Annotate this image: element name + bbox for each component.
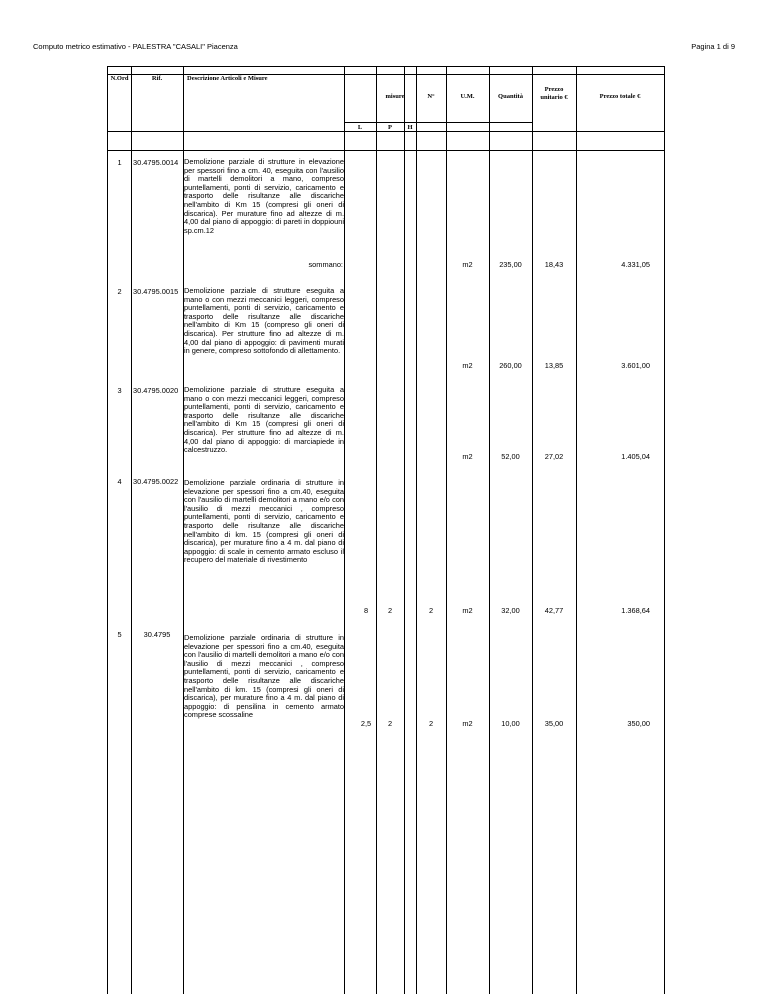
row-prezzo-unitario: 35,00 [544,719,564,728]
row-rif: 30.4795.0015 [133,287,179,296]
row-quantita: 52,00 [501,452,520,461]
header-misure: misure [385,93,405,100]
col-border [532,66,533,994]
row-N: 2 [428,606,434,615]
col-border [446,66,447,994]
row-quantita: 235,00 [499,260,522,269]
row-number: 1 [117,158,122,167]
row-prezzo-totale: 350,00 [627,719,650,728]
header-descrizione: Descrizione Articoli e Misure [187,75,268,82]
col-border [489,66,490,994]
row-L: 8 [363,606,369,615]
row-um: m2 [462,260,473,269]
row-N: 2 [428,719,434,728]
col-border [344,66,345,994]
row-label: sommano: [308,260,343,269]
row-prezzo-totale: 1.405,04 [621,452,650,461]
row-um: m2 [462,606,473,615]
row-prezzo-unitario: 27,02 [544,452,564,461]
row-rif: 30.4795.0022 [133,477,179,486]
header-numero: N° [427,93,435,100]
col-border [416,66,417,994]
row-rif: 30.4795.0014 [133,158,179,167]
header-quantita: Quantità [498,93,523,100]
row-number: 2 [117,287,122,296]
page-number: Pagina 1 di 9 [691,42,735,51]
row-L: 2,5 [360,719,372,728]
header-prezzo-unitario: Prezzo unitario € [540,86,568,101]
header-prezzo-totale: Prezzo totale € [599,93,641,100]
row-P: 2 [387,719,393,728]
table-top-border [107,66,665,67]
col-border [576,66,577,994]
row-description: Demolizione parziale di strutture in elevazione per spessori fino a cm. 40, eseguita con l'ausilio di martelli demolitori a mano, compreso puntellamenti, ponti di servizio, caricamento e trasporto delle risultanze alle discariche nell'ambito di Km 15 (compresi gli oneri di discarica). Per murature fino ad altezze di m. 4,00 dal piano di appoggio: di pareti in doppiouni sp.cm.12 [184,157,344,235]
row-number: 5 [117,630,122,639]
row-um: m2 [462,452,473,461]
row-P: 2 [387,606,393,615]
col-border [664,66,665,994]
row-number: 3 [117,386,122,395]
table-header-line [107,150,665,151]
col-border [107,66,108,994]
header-n-ord: N.Ord [110,75,129,82]
row-um: m2 [462,719,473,728]
col-border [131,66,132,994]
row-rif: 30.4795.0020 [133,386,179,395]
header-H: H [407,124,413,131]
row-prezzo-unitario: 18,43 [544,260,564,269]
row-quantita: 32,00 [501,606,520,615]
row-quantita: 260,00 [499,361,522,370]
row-description: Demolizione parziale di strutture eseguita a mano o con mezzi meccanici leggeri, compreso puntellamenti, ponti di servizio, caricamento e trasporto delle risultanze alle discariche nell'ambito di Km 15 (compreso gli oneri di discarica). Per strutture fino ad altezze di m. 4,00 dal piano di appoggio: di pavimenti murati in genere, compreso sottofondo di allettamento. [184,286,344,356]
header-rif: Rif. [151,75,163,82]
row-quantita: 10,00 [501,719,520,728]
row-description: Demolizione parziale di strutture eseguita a mano o con mezzi meccanici leggeri, compreso puntellamenti, ponti di servizio, caricamento e trasporto delle risultanze alle discariche nell'ambito di Km 15 (compresi gli oneri di discarica). Per strutture fino ad altezze di m. 4,00 dal piano di appoggio: di marciapiede in calcestruzzo. [184,385,344,455]
header-um: U.M. [460,93,475,100]
row-rif: 30.4795 [143,630,171,639]
row-prezzo-totale: 3.601,00 [621,361,650,370]
col-border [376,66,377,994]
document-title: Computo metrico estimativo - PALESTRA "CASALI" Piacenza [33,42,238,51]
row-description: Demolizione parziale ordinaria di strutture in elevazione per spessori fino a cm.40, eseguita con l'ausilio di martelli demolitori a mano e/o con l'ausilio di mezzi meccanici , compreso puntellamenti, ponti di servizio, caricamento e trasporto delle risultanze alle discariche nell'ambito di km. 15 (compresi gli oneri di discarica), per murature fino a 4 m. dal piano di appoggio: di scale in cemento armato escluso il recupero del materiale di rivestimento [184,478,344,565]
row-prezzo-unitario: 42,77 [544,606,564,615]
header-L: L [357,124,363,131]
row-number: 4 [117,477,122,486]
col-border [404,66,405,994]
row-prezzo-totale: 1.368,64 [621,606,650,615]
header-P: P [388,124,392,131]
row-description: Demolizione parziale ordinaria di strutture in elevazione per spessori fino a cm.40, eseguita con l'ausilio di martelli demolitori a mano e/o con l'ausilio di mezzi meccanici , compreso puntellamenti, ponti di servizio, caricamento e trasporto delle risultanze alle discariche nell'ambito di km. 15 (compresi gli oneri di discarica), per murature fino a 4 m. dal piano di appoggio: di pensilina in cemento armato comprese scossaline [184,633,344,720]
row-um: m2 [462,361,473,370]
row-prezzo-unitario: 13,85 [544,361,564,370]
row-prezzo-totale: 4.331,05 [621,260,650,269]
